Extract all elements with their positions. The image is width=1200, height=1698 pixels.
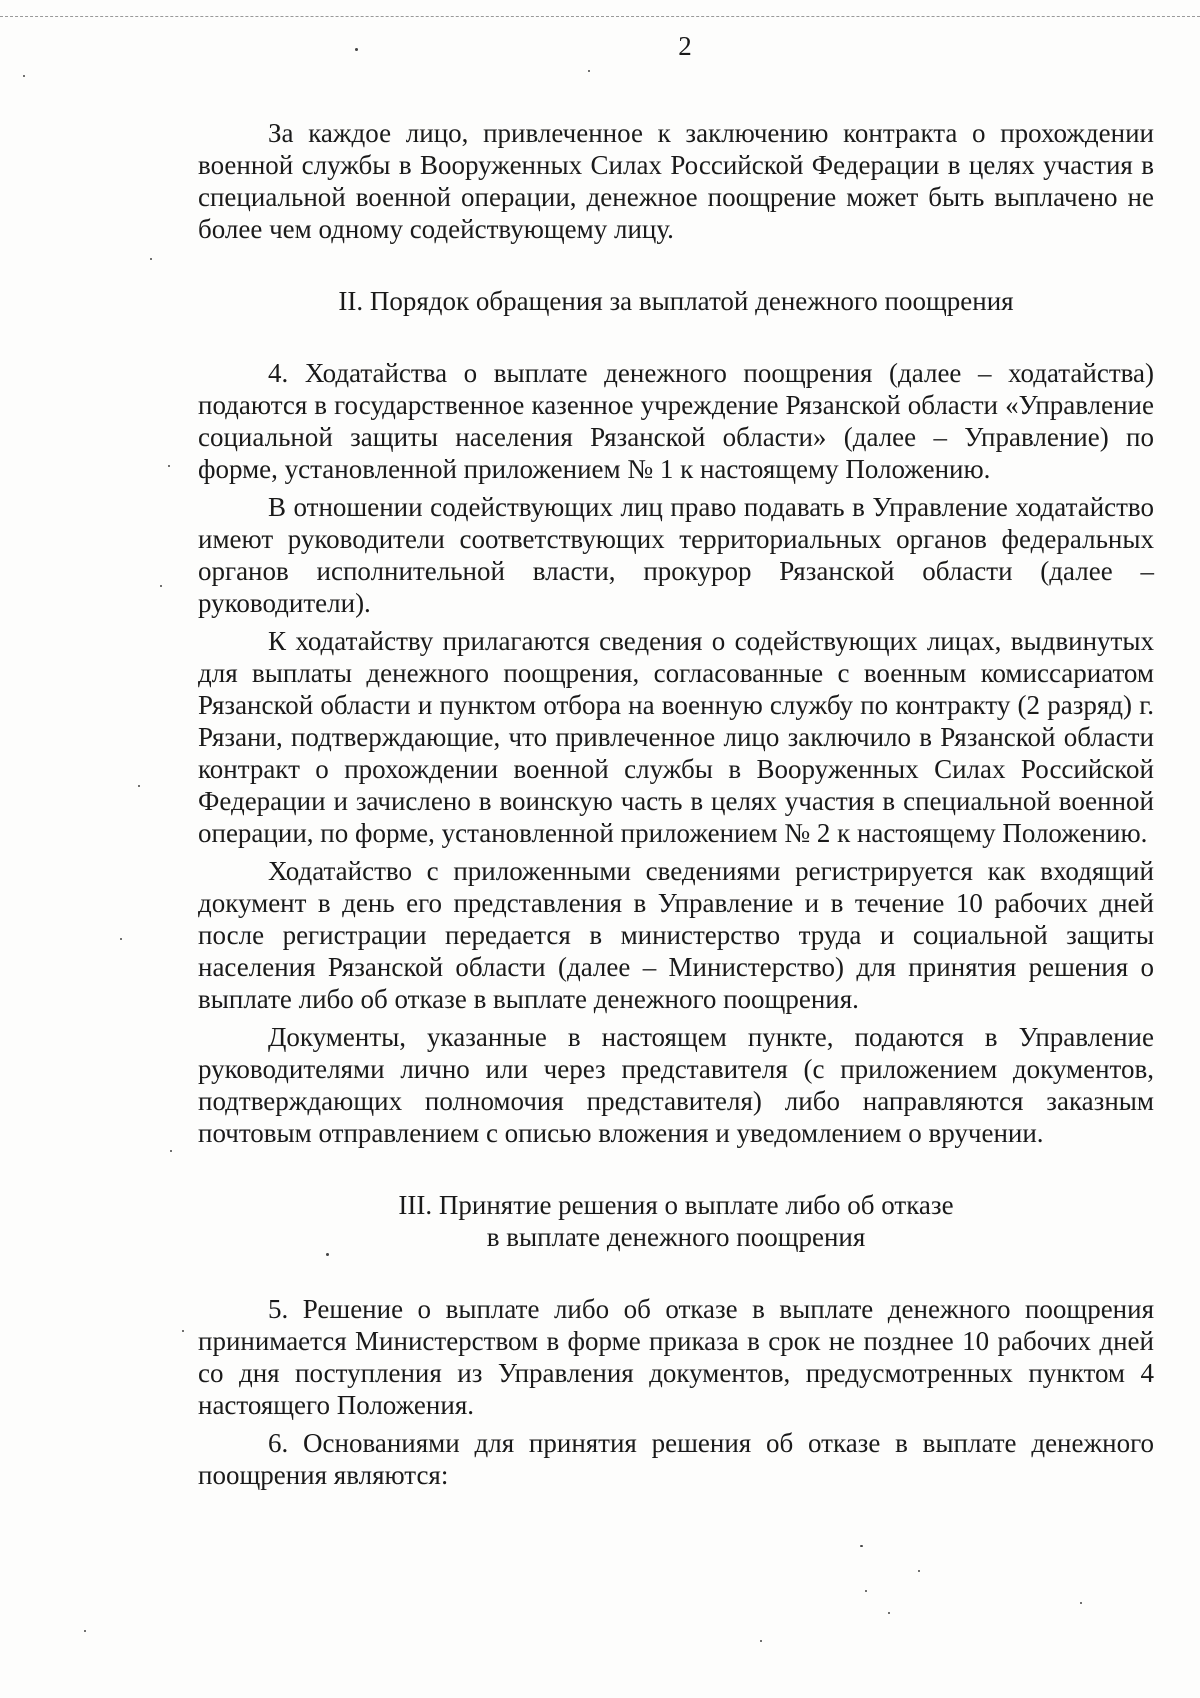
paragraph-4: 4. Ходатайства о выплате денежного поощрения (далее – ходатайства) подаются в государственное казенное учреждение Рязанской области «Управление социальной защиты населения Рязанской области» (далее – Управление) по форме, установленной приложением № 1 к настоящему Положению. — [198, 358, 1154, 484]
page-number: 2 — [678, 31, 692, 61]
paragraph-intro: За каждое лицо, привлеченное к заключению контракта о прохождении военной службы в Вооруженных Силах Российской Федерации в целях участия в специальной военной операции, денежное поощрение может быть выплачено не более чем одному содействующему лицу. — [198, 118, 1154, 244]
scan-top-edge — [0, 16, 1200, 17]
paragraph-4-registration: Ходатайство с приложенными сведениями регистрируется как входящий документ в день его представления в Управление и в течение 10 рабочих дней после регистрации передается в министерство труда и социальной защиты населения Рязанской области (далее – Министерство) для принятия решения о выплате либо об отказе в выплате денежного поощрения. — [198, 856, 1154, 1014]
document-body — [198, 117, 1154, 1491]
section-heading-3-line-1: III. Принятие решения о выплате либо об отказе — [398, 1190, 954, 1220]
section-heading-2: II. Порядок обращения за выплатой денежного поощрения — [338, 286, 1014, 316]
paragraph-4-submission: Документы, указанные в настоящем пункте, подаются в Управление руководителями лично или через представителя (с приложением документов, подтверждающих полномочия представителя) либо направляются заказным почтовым отправлением с описью вложения и уведомлением о вручении. — [198, 1022, 1154, 1148]
paragraph-5: 5. Решение о выплате либо об отказе в выплате денежного поощрения принимается Министерством в форме приказа в срок не позднее 10 рабочих дней со дня поступления из Управления документов, предусмотренных пунктом 4 настоящего Положения. — [198, 1294, 1154, 1420]
paragraph-4-applicants: В отношении содействующих лиц право подавать в Управление ходатайство имеют руководители соответствующих территориальных органов федеральных органов исполнительной власти, прокурор Рязанской области (далее – руководители). — [198, 492, 1154, 618]
paragraph-4-attachments: К ходатайству прилагаются сведения о содействующих лицах, выдвинутых для выплаты денежного поощрения, согласованные с военным комиссариатом Рязанской области и пунктом отбора на военную службу по контракту (2 разряд) г. Рязани, подтверждающие, что привлеченное лицо заключило в Рязанской области контракт о прохождении военной службы в Вооруженных Силах Российской Федерации и зачислено в воинскую часть в целях участия в специальной военной операции, по форме, установленной приложением № 2 к настоящему Положению. — [198, 626, 1154, 848]
section-heading-3 — [198, 1189, 1154, 1253]
section-heading-3-line-2: в выплате денежного поощрения — [486, 1222, 866, 1252]
paragraph-6: 6. Основаниями для принятия решения об отказе в выплате денежного поощрения являются: — [198, 1428, 1154, 1490]
